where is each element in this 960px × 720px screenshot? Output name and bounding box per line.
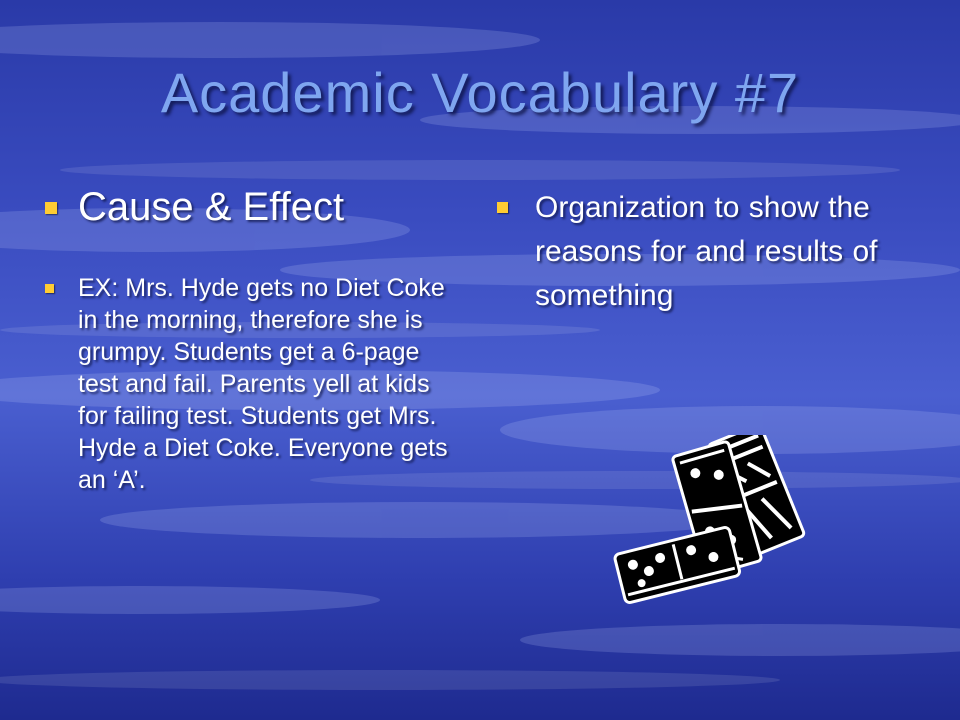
left-column	[45, 185, 465, 496]
definition-text: Organization to show the reasons for and results of something	[535, 191, 878, 312]
bullet-square-icon	[497, 202, 508, 213]
right-column	[497, 186, 907, 318]
lying-domino	[614, 526, 741, 603]
term-bullet	[45, 185, 465, 230]
bullet-square-icon	[45, 202, 57, 214]
term-text: Cause & Effect	[78, 185, 345, 229]
example-bullet	[45, 272, 465, 496]
slide-title: Academic Vocabulary #7	[160, 61, 800, 124]
bullet-square-icon	[45, 284, 54, 293]
definition-bullet	[497, 186, 907, 318]
dominoes-clipart	[610, 435, 810, 625]
example-text: EX: Mrs. Hyde gets no Diet Coke in the morning, therefore she is grumpy. Students get a 6-page test and fail. Parents yell at kids for failing test. Students get Mrs. Hyde a Diet Coke. Everyone gets an ‘A’.	[78, 274, 448, 494]
